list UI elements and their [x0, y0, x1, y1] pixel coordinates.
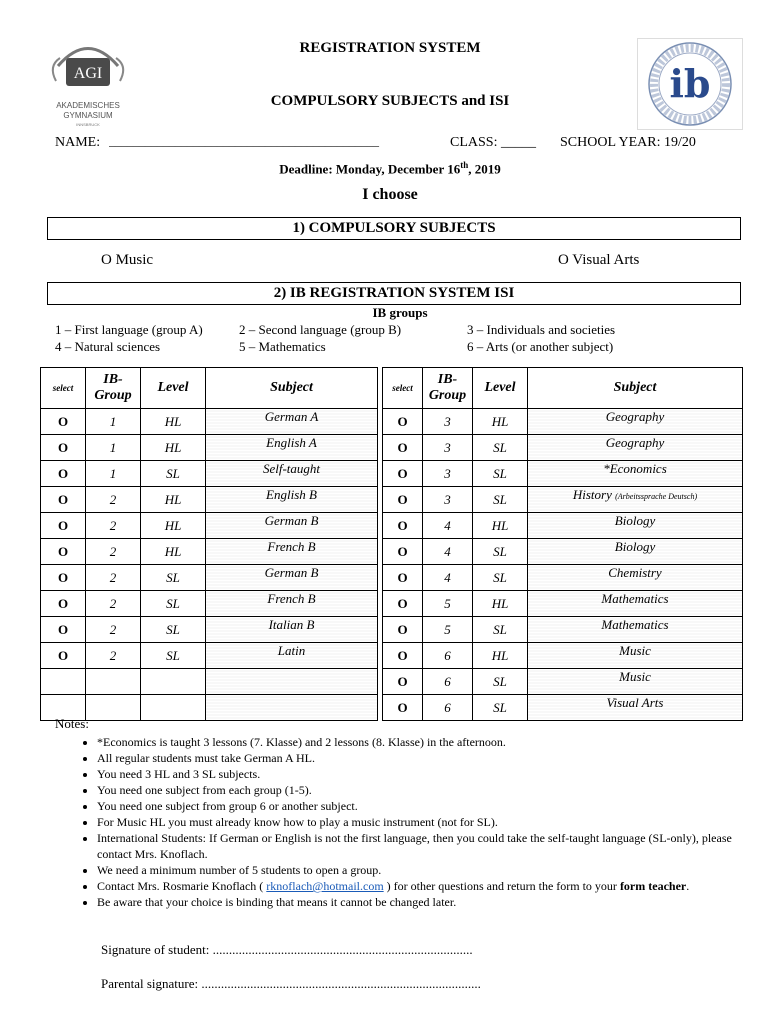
- agi-logo-line1: AKADEMISCHES: [56, 101, 120, 110]
- table-row: [41, 643, 743, 669]
- email-link[interactable]: rknoflach@hotmail.com: [266, 879, 384, 893]
- level-cell: SL: [473, 695, 528, 721]
- select-option[interactable]: O: [383, 435, 423, 461]
- ib-group-cell: 3: [423, 487, 473, 513]
- level-cell: HL: [141, 513, 206, 539]
- ib-group-cell: 6: [423, 643, 473, 669]
- level-cell: HL: [473, 513, 528, 539]
- table-row: [41, 565, 743, 591]
- ib-group-cell: 5: [423, 591, 473, 617]
- subject-cell: [528, 487, 743, 513]
- group-4-label: 4 – Natural sciences: [55, 339, 161, 354]
- student-signature-line[interactable]: Signature of student: ................................................................................: [101, 942, 473, 957]
- table-row: [41, 461, 743, 487]
- level-cell: SL: [473, 669, 528, 695]
- agi-logo-line2: GYMNASIUM: [63, 111, 113, 120]
- section1-heading: 1) COMPULSORY SUBJECTS: [47, 217, 741, 240]
- level-cell: SL: [141, 565, 206, 591]
- select-option[interactable]: O: [383, 513, 423, 539]
- note-item: • *Economics is taught 3 lessons (7. Klasse) and 2 lessons (8. Klasse) in the afternoon.: [97, 734, 745, 750]
- note-item: • You need one subject from group 6 or another subject.: [97, 798, 745, 814]
- group-1-label: 1 – First language (group A): [55, 322, 203, 337]
- note-item: • You need one subject from each group (1-5).: [97, 782, 745, 798]
- col-level-right: Level: [473, 368, 528, 409]
- section2-heading: 2) IB REGISTRATION SYSTEM ISI: [47, 282, 741, 305]
- subject-name: Geography: [605, 435, 665, 450]
- level-cell: HL: [141, 487, 206, 513]
- group-3-label: 3 – Individuals and societies: [467, 322, 616, 337]
- deadline-sup: th: [460, 160, 469, 170]
- ib-group-cell: 4: [423, 565, 473, 591]
- option-music[interactable]: O Music: [101, 252, 154, 268]
- note-item: • We need a minimum number of 5 students to open a group.: [97, 862, 745, 878]
- select-option[interactable]: O: [383, 643, 423, 669]
- level-cell: HL: [141, 435, 206, 461]
- select-option[interactable]: O: [383, 565, 423, 591]
- empty-cell: [41, 669, 86, 695]
- subject-name: Biology: [614, 513, 656, 528]
- table-row: [41, 617, 743, 643]
- subject-cell: French B: [206, 591, 378, 617]
- subject-cell: [528, 591, 743, 617]
- option-visual-arts[interactable]: O Visual Arts: [558, 252, 640, 268]
- subject-cell: [528, 669, 743, 695]
- level-cell: HL: [473, 591, 528, 617]
- i-choose-heading: I choose: [362, 186, 418, 203]
- ib-groups-title: IB groups: [372, 305, 428, 320]
- level-cell: HL: [473, 409, 528, 435]
- parent-signature-line[interactable]: Parental signature: ......................................................................................: [101, 976, 481, 991]
- col-level-left: Level: [141, 368, 206, 409]
- name-field[interactable]: _____________________________________________: [109, 134, 379, 148]
- ib-group-cell: 2: [86, 539, 141, 565]
- deadline-prefix: Deadline: Monday, December 16: [279, 161, 461, 177]
- select-option[interactable]: O: [383, 539, 423, 565]
- level-cell: SL: [473, 617, 528, 643]
- select-option[interactable]: O: [41, 565, 86, 591]
- subject-name: Mathematics: [601, 617, 669, 632]
- subject-cell: Italian B: [206, 617, 378, 643]
- select-option[interactable]: O: [383, 487, 423, 513]
- ib-group-cell: 2: [86, 513, 141, 539]
- table-header-row: [41, 368, 743, 409]
- subject-name: Geography: [605, 409, 665, 424]
- level-cell: SL: [473, 435, 528, 461]
- subject-name: Visual Arts: [606, 695, 664, 710]
- subject-cell: English A: [206, 435, 378, 461]
- notes-section: [55, 716, 745, 910]
- note-item: • You need 3 HL and 3 SL subjects.: [97, 766, 745, 782]
- note-item: • Be aware that your choice is binding that means it cannot be changed later.: [97, 894, 745, 910]
- col-subject-right: Subject: [528, 368, 743, 409]
- select-option[interactable]: O: [41, 643, 86, 669]
- level-cell: SL: [473, 487, 528, 513]
- ib-group-cell: 6: [423, 695, 473, 721]
- name-label: NAME:: [55, 135, 101, 150]
- school-year: SCHOOL YEAR: 19/20: [560, 135, 696, 150]
- group-6-label: 6 – Arts (or another subject): [467, 339, 614, 354]
- note-item: • International Students: If German or English is not the first language, then you could take the self-taught language (SL-only), please contact Mrs. Knoflach.: [97, 830, 745, 862]
- col-group-right: IB-Group: [423, 368, 473, 409]
- level-cell: SL: [473, 461, 528, 487]
- class-field[interactable]: CLASS: _____: [450, 135, 536, 150]
- agi-logo: [38, 36, 138, 136]
- select-option[interactable]: O: [383, 695, 423, 721]
- select-option[interactable]: O: [383, 591, 423, 617]
- select-option[interactable]: O: [383, 617, 423, 643]
- select-option[interactable]: O: [383, 409, 423, 435]
- subjects-table: [40, 367, 743, 721]
- select-option[interactable]: O: [41, 409, 86, 435]
- ib-world-school-logo: [637, 38, 743, 130]
- page-subtitle: COMPULSORY SUBJECTS and ISI: [270, 93, 510, 109]
- level-cell: HL: [141, 539, 206, 565]
- table-row: [41, 513, 743, 539]
- level-cell: SL: [473, 565, 528, 591]
- subject-cell: Self-taught: [206, 461, 378, 487]
- ib-group-cell: 2: [86, 487, 141, 513]
- subject-cell: Latin: [206, 643, 378, 669]
- col-select-right: select: [383, 368, 423, 409]
- level-cell: SL: [141, 461, 206, 487]
- notes-list: [55, 734, 745, 910]
- ib-group-cell: 2: [86, 565, 141, 591]
- level-cell: SL: [141, 591, 206, 617]
- level-cell: SL: [141, 643, 206, 669]
- deadline-suffix: , 2019: [468, 161, 501, 177]
- contact-suffix: ) for other questions and return the form to your: [383, 879, 620, 893]
- empty-cell: [86, 669, 141, 695]
- subject-cell: [528, 643, 743, 669]
- deadline: [200, 160, 580, 177]
- ib-group-cell: 3: [423, 461, 473, 487]
- subject-name: History: [572, 487, 612, 502]
- ib-group-cell: 6: [423, 669, 473, 695]
- table-row: [41, 591, 743, 617]
- ib-group-cell: 2: [86, 617, 141, 643]
- note-item: • All regular students must take German A HL.: [97, 750, 745, 766]
- select-option[interactable]: O: [41, 435, 86, 461]
- subject-cell: German B: [206, 565, 378, 591]
- select-option[interactable]: O: [41, 487, 86, 513]
- ib-group-cell: 1: [86, 409, 141, 435]
- note-item-contact: [97, 878, 745, 894]
- subject-cell: German A: [206, 409, 378, 435]
- level-cell: SL: [141, 617, 206, 643]
- col-subject-left: Subject: [206, 368, 378, 409]
- select-option[interactable]: O: [383, 461, 423, 487]
- ib-group-cell: 5: [423, 617, 473, 643]
- col-select-left: select: [41, 368, 86, 409]
- subject-cell: German B: [206, 513, 378, 539]
- form-teacher: form teacher: [619, 879, 687, 893]
- subject-name: *Economics: [603, 461, 667, 476]
- table-row: [41, 409, 743, 435]
- subject-name: Mathematics: [601, 591, 669, 606]
- select-option[interactable]: O: [41, 617, 86, 643]
- subject-cell: [528, 565, 743, 591]
- subject-cell: [528, 461, 743, 487]
- subject-note: (Arbeitssprache Deutsch): [615, 492, 698, 501]
- subject-cell: [528, 409, 743, 435]
- agi-logo-mark: AGI: [73, 65, 103, 82]
- ib-logo-mark: ib: [669, 61, 711, 106]
- ib-group-cell: 3: [423, 409, 473, 435]
- select-option[interactable]: O: [41, 539, 86, 565]
- subject-cell: English B: [206, 487, 378, 513]
- ib-group-cell: 4: [423, 539, 473, 565]
- table-row: [41, 539, 743, 565]
- note-item: • For Music HL you must already know how to play a music instrument (not for SL).: [97, 814, 745, 830]
- subject-cell: French B: [206, 539, 378, 565]
- ib-group-cell: 4: [423, 513, 473, 539]
- select-option[interactable]: O: [41, 513, 86, 539]
- subject-name: Music: [619, 643, 651, 658]
- table-row: [41, 435, 743, 461]
- contact-end: .: [686, 879, 690, 893]
- subject-cell: [528, 617, 743, 643]
- table-row: [41, 487, 743, 513]
- ib-group-cell: 2: [86, 591, 141, 617]
- ib-group-cell: 2: [86, 643, 141, 669]
- subject-cell: [528, 513, 743, 539]
- select-option[interactable]: O: [383, 669, 423, 695]
- table-row: [41, 669, 743, 695]
- select-option[interactable]: O: [41, 591, 86, 617]
- ib-group-cell: 3: [423, 435, 473, 461]
- group-2-label: 2 – Second language (group B): [239, 322, 402, 337]
- subject-name: Chemistry: [608, 565, 662, 580]
- contact-prefix: Contact Mrs. Rosmarie Knoflach (: [97, 879, 267, 893]
- empty-cell: [206, 669, 378, 695]
- empty-cell: [141, 669, 206, 695]
- notes-title: Notes:: [55, 716, 89, 731]
- subject-cell: [528, 539, 743, 565]
- level-cell: HL: [473, 643, 528, 669]
- page-title: REGISTRATION SYSTEM: [299, 40, 481, 56]
- group-5-label: 5 – Mathematics: [239, 339, 326, 354]
- ib-group-cell: 1: [86, 435, 141, 461]
- agi-logo-line3: INNSBRUCK: [76, 122, 100, 127]
- select-option[interactable]: O: [41, 461, 86, 487]
- ib-group-cell: 1: [86, 461, 141, 487]
- subject-name: Biology: [614, 539, 656, 554]
- col-group-left: IB-Group: [86, 368, 141, 409]
- subject-name: Music: [619, 669, 651, 684]
- level-cell: SL: [473, 539, 528, 565]
- level-cell: HL: [141, 409, 206, 435]
- subject-cell: [528, 435, 743, 461]
